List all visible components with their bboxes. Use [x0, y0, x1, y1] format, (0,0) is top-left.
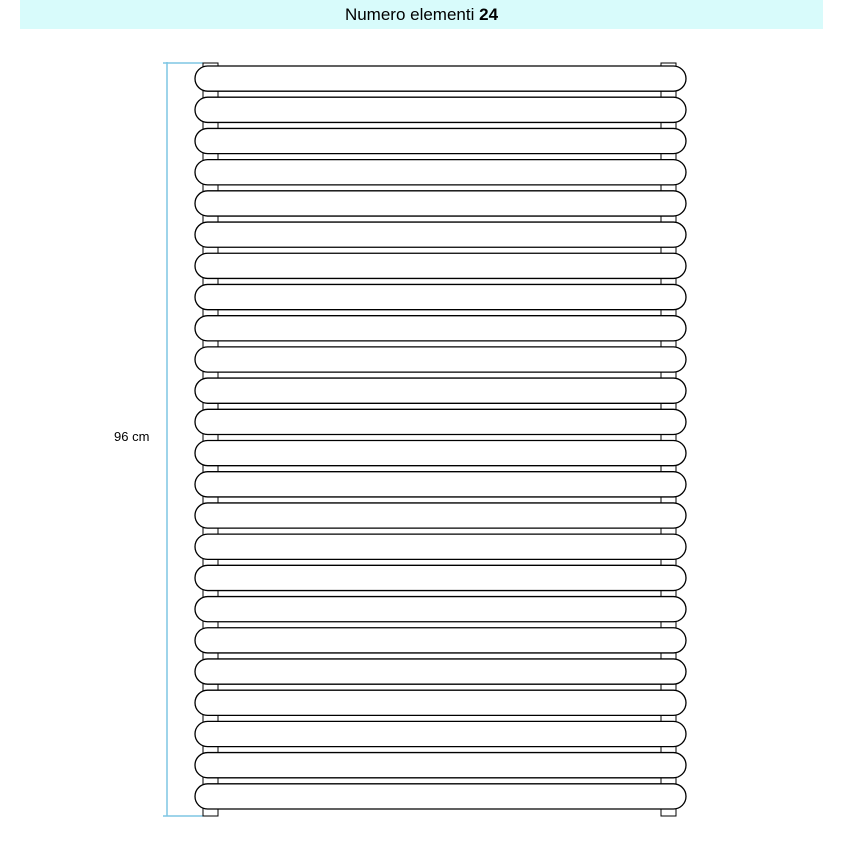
- radiator-tube: [195, 160, 686, 185]
- radiator-tube: [195, 347, 686, 372]
- radiator-tube: [195, 753, 686, 778]
- element-count-label: Numero elementi: [344, 5, 475, 24]
- radiator-tube: [195, 284, 686, 309]
- radiator-tube: [195, 97, 686, 122]
- radiator-tube: [195, 66, 686, 91]
- radiator-tube: [195, 191, 686, 216]
- radiator-tube: [195, 659, 686, 684]
- height-dimension-label: 96 cm: [114, 429, 150, 444]
- radiator-tube: [195, 128, 686, 153]
- radiator-tube: [195, 378, 686, 403]
- radiator-tube: [195, 472, 686, 497]
- radiator-tube: [195, 253, 686, 278]
- radiator-tube: [195, 690, 686, 715]
- radiator-tube: [195, 721, 686, 746]
- radiator-tube: [195, 316, 686, 341]
- radiator-tube: [195, 503, 686, 528]
- element-count-value: 24: [479, 5, 499, 24]
- radiator-tubes: [195, 66, 686, 809]
- radiator-tube: [195, 534, 686, 559]
- radiator-tube: [195, 565, 686, 590]
- radiator-tube: [195, 441, 686, 466]
- radiator-tube: [195, 597, 686, 622]
- radiator-tube: [195, 784, 686, 809]
- radiator-tube: [195, 222, 686, 247]
- radiator-tube: [195, 409, 686, 434]
- radiator-tube: [195, 628, 686, 653]
